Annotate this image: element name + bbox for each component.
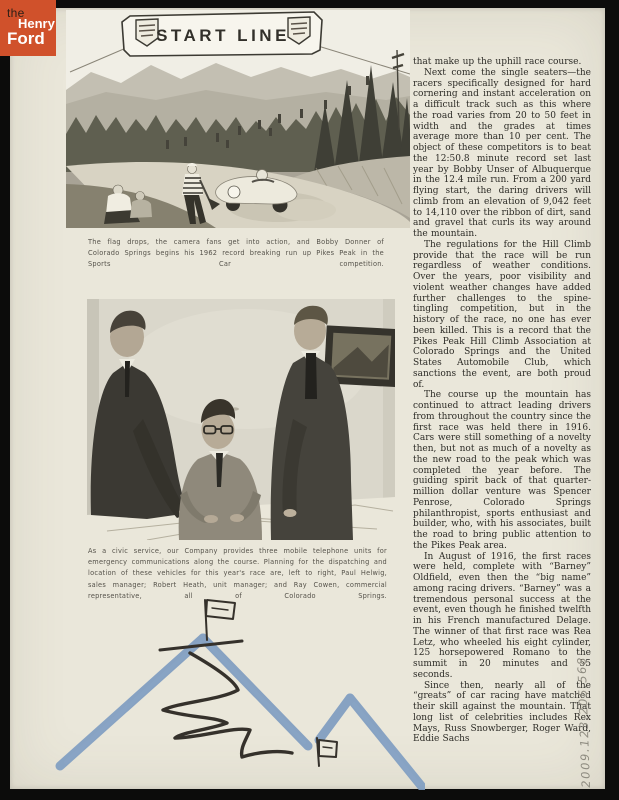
photo1-caption: The flag drops, the camera fans get into action, and Bobby Donner of Colorado Springs begins his 1962 record breaking run up Pikes Peak in the Sports Car competition. [88, 238, 384, 269]
photo2-caption: As a civic service, our Company provides three mobile telephone units for emergency communications along the course. Planning for the dispatching and location of these vehicles for this year's race are, left to right, Paul Helwig, sales manager; Robert Heath, unit manager; and Ray Cowen, commercial representative, all of Colorado Springs. [88, 547, 387, 600]
logo-word-henry: Henry [18, 16, 55, 31]
article-text-column [413, 57, 591, 757]
photo-office-scene [87, 299, 395, 540]
accession-number: 2009.123.205.568 [574, 655, 593, 788]
henry-ford-logo [0, 0, 56, 56]
logo-word-ford: Ford [7, 29, 45, 48]
photo-race-scene [66, 10, 410, 228]
article-paragraph: The regulations for the Hill Climb provide that the race will be run regardless of weather conditions. Over the years, poor visibility and violent weather changes have added further challenges to the spine-tingling competition, but in the history of the race, no one has ever been killed. This is a record that the Pikes Peak Hill Climb Association at Colorado Springs and the United States Automobile Club, which sanctions the event, are both proud of. [413, 239, 591, 390]
article-paragraph: Since then, nearly all of the “greats” of car racing have matched their skill against the mountain. That long list of celebrities includes Rex Mays, Russ Snowberger, Roger Ward, Eddie Sachs [413, 680, 591, 745]
mountain-crayon-drawing [40, 592, 425, 790]
blue-mountain-peaks [60, 638, 423, 788]
mountain-drawing-illustration [40, 592, 425, 790]
office-photo-illustration [87, 299, 395, 540]
logo-word-the: the [7, 6, 25, 20]
article-paragraph: In August of 1916, the first races were held, complete with “Barney” Oldfield, even then the “big name” among racing drivers. “Barney” was a tremendous personal success at the event, even though he finished twelfth in his French manufactured Delage. The winner of that first race was Rea Letz, who wheeled his eight cylinder, 125 horsepowered Romano to the summit in 20 minutes and 55 seconds. [413, 551, 591, 680]
race-photo-illustration [66, 10, 410, 228]
start-line-banner-text: START LINE [156, 26, 290, 45]
start-line-banner [122, 12, 322, 56]
article-paragraph: that make up the uphill race course. [413, 57, 582, 67]
article-paragraph: The course up the mountain has continued to attract leading drivers from throughout the country since the first race was held there in 1916. Cars were still something of a novelty then, but not as much of a novelty as the new road to the peak which was completed the year before. The guiding spirit back of that quarter-million dollar venture was Spencer Penrose, Colorado Springs philanthropist, sports enthusiast and builder, who, with his associates, built the road to bring public attention to the Pikes Peak area. [413, 390, 591, 551]
article-paragraph: Next come the single seaters—the racers specifically designed for hard cornering and instant acceleration on a difficult track such as this where the road varies from 20 to 50 feet in width and the grades at times average more than 10 per cent. The object of these competitors is to beat the 12:50.8 minute record set last year by Bobby Unser of Albuquerque in the 12.4 mile run. From a 200 yard flying start, the daring drivers will climb from an elevation of 9,042 feet to 14,110 over the ribbon of dirt, sand and gravel that curls its way around the mountain. [413, 67, 591, 239]
